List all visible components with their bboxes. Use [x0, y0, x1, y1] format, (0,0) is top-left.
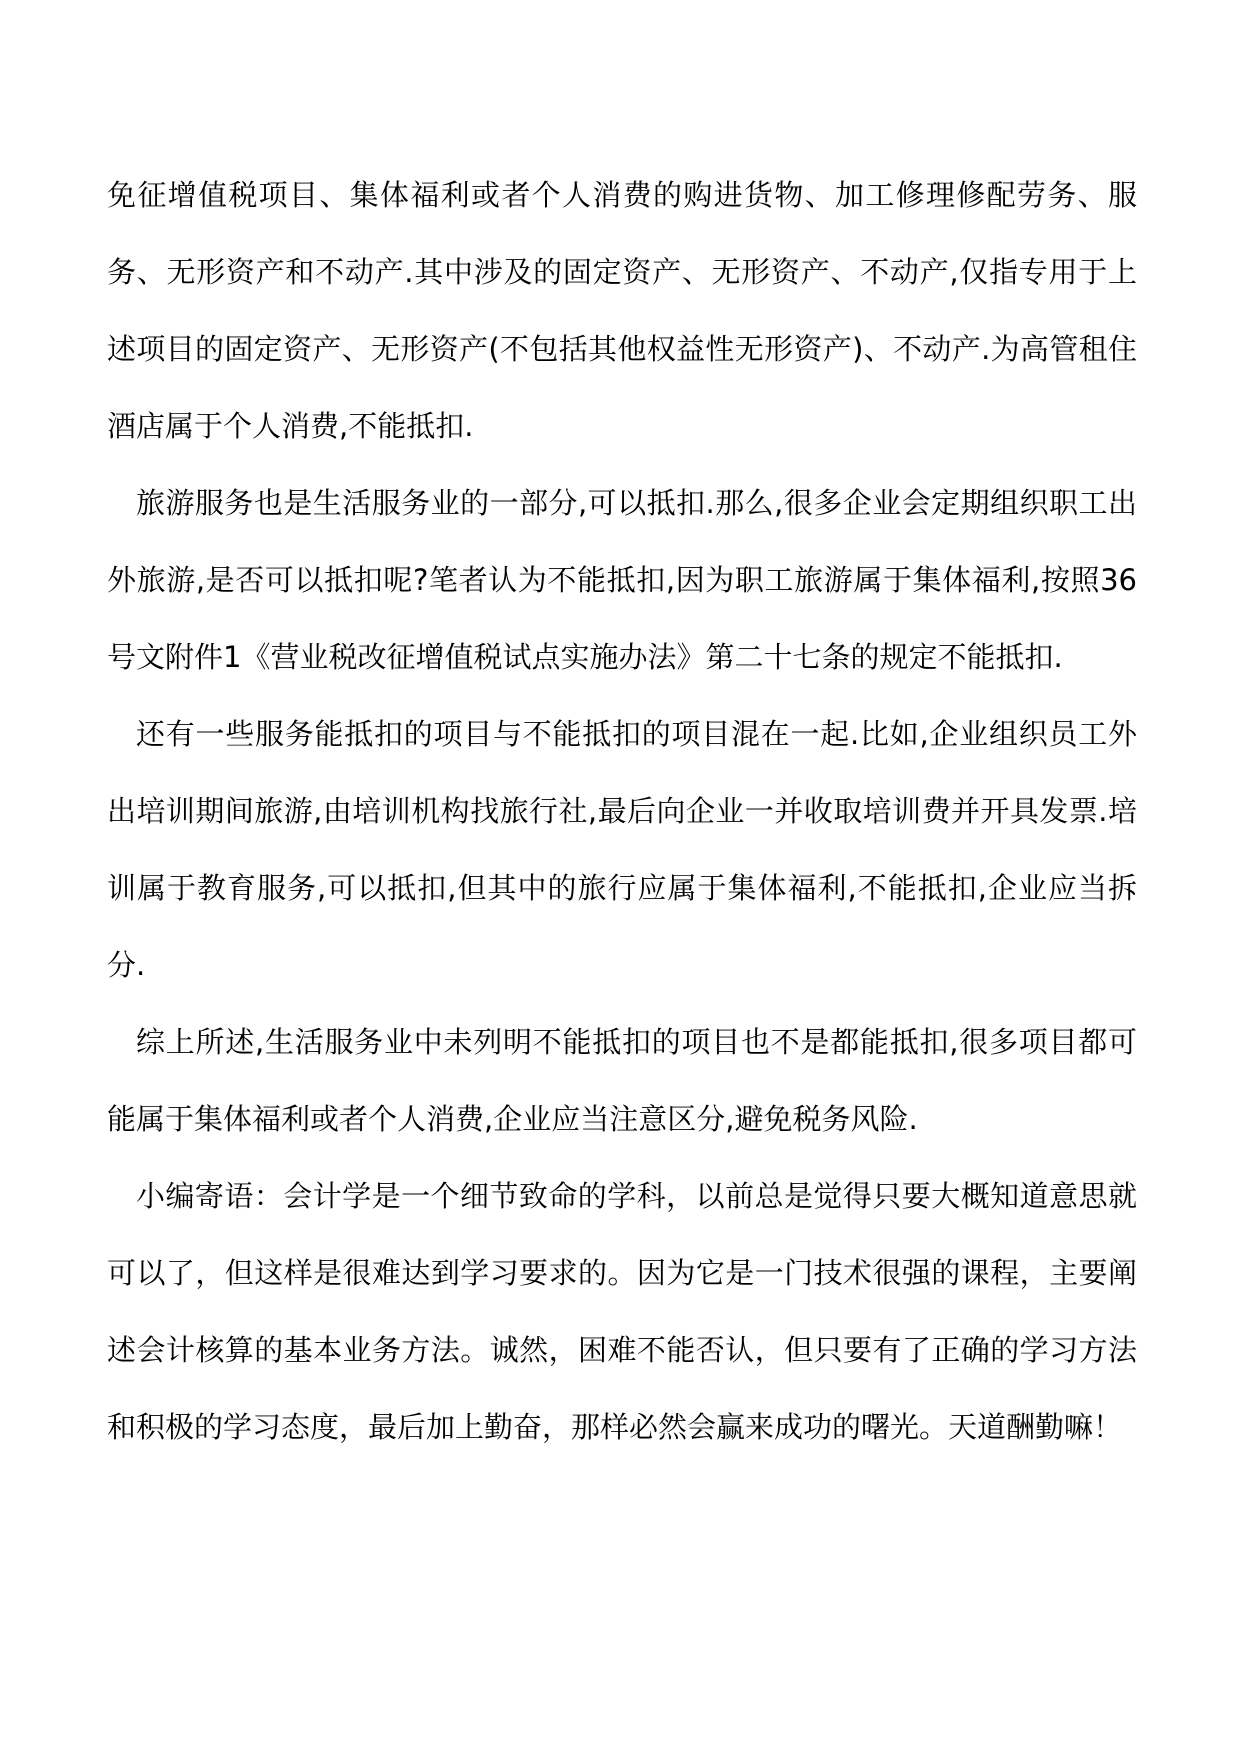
paragraph-travel-services: 旅游服务也是生活服务业的一部分,可以抵扣.那么,很多企业会定期组织职工出外旅游,是否可以抵扣呢?笔者认为不能抵扣,因为职工旅游属于集体福利,按照36号文附件1《营业税改征增值税试点实施办法》第二十七条的规定不能抵扣. [107, 486, 1137, 674]
paragraph-editor-note: 小编寄语：会计学是一个细节致命的学科，以前总是觉得只要大概知道意思就可以了，但这样是很难达到学习要求的。因为它是一门技术很强的课程，主要阐述会计核算的基本业务方法。诚然，困难不能否认，但只要有了正确的学习方法和积极的学习态度，最后加上勤奋，那样必然会赢来成功的曙光。天道酬勤嘛！ [107, 1179, 1137, 1444]
document-body [107, 157, 1137, 1466]
paragraph-summary: 综上所述,生活服务业中未列明不能抵扣的项目也不是都能抵扣,很多项目都可能属于集体福利或者个人消费,企业应当注意区分,避免税务风险. [107, 1025, 1137, 1136]
paragraph-deduction-scope: 免征增值税项目、集体福利或者个人消费的购进货物、加工修理修配劳务、服务、无形资产和不动产.其中涉及的固定资产、无形资产、不动产,仅指专用于上述项目的固定资产、无形资产(不包括其他权益性无形资产)、不动产.为高管租住酒店属于个人消费,不能抵扣. [107, 178, 1137, 443]
paragraph-mixed-services: 还有一些服务能抵扣的项目与不能抵扣的项目混在一起.比如,企业组织员工外出培训期间旅游,由培训机构找旅行社,最后向企业一并收取培训费并开具发票.培训属于教育服务,可以抵扣,但其中的旅行应属于集体福利,不能抵扣,企业应当拆分. [107, 717, 1137, 982]
